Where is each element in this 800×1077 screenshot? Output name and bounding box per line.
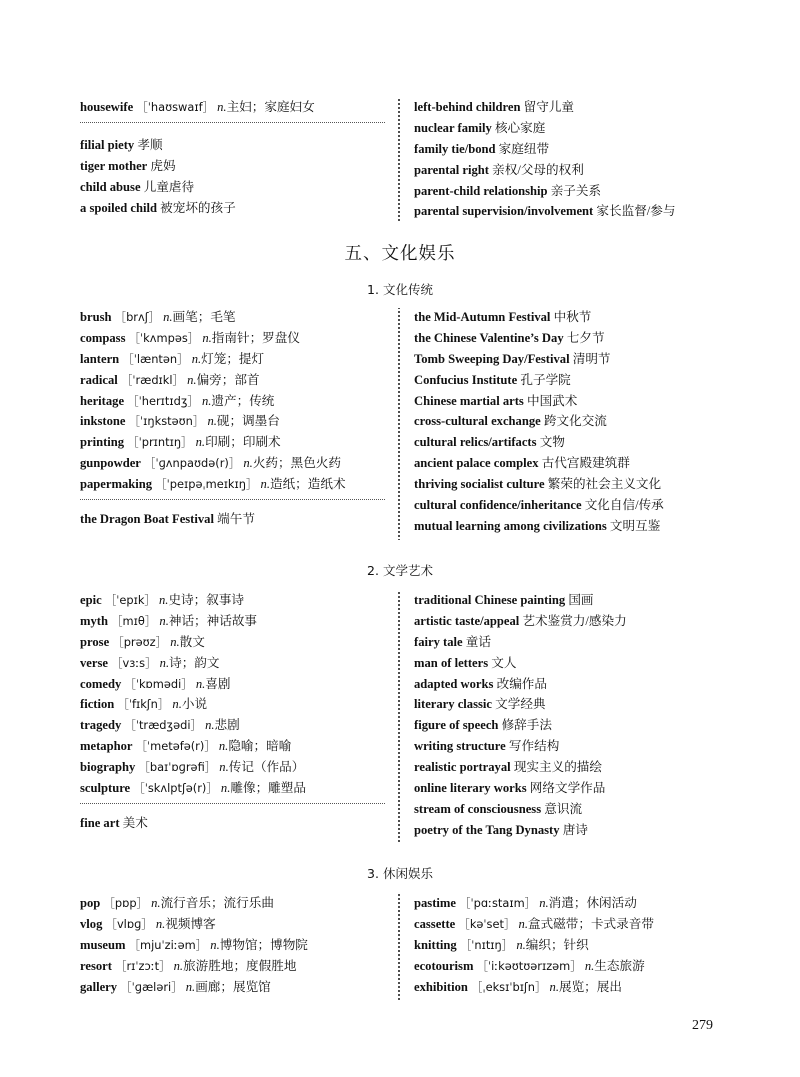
column-divider xyxy=(395,894,403,1000)
phrase-term: adapted works xyxy=(414,676,494,691)
leisure-left-column xyxy=(80,893,385,997)
phrase-meaning: 唐诗 xyxy=(562,822,588,837)
section-title: 五、文化娱乐 xyxy=(344,244,456,264)
vocab-pos: n. xyxy=(210,937,220,952)
phrase-term: parental right xyxy=(414,162,489,177)
phrase-entry xyxy=(414,590,744,611)
vocab-meaning: 雕像；雕塑品 xyxy=(230,781,306,796)
phrase-entry xyxy=(414,370,744,391)
vocab-term: printing xyxy=(80,435,125,450)
phrase-entry xyxy=(414,453,744,474)
culture-left-column xyxy=(80,307,385,530)
vocab-phonetic: ［ˈkɒmədi］ xyxy=(124,676,193,691)
vocab-term: fiction xyxy=(80,697,115,712)
phrase-entry xyxy=(80,813,385,834)
family-right-column xyxy=(414,97,744,222)
column-divider xyxy=(395,308,403,540)
vocab-pos: n. xyxy=(202,330,212,345)
phrase-term: tiger mother xyxy=(80,158,148,173)
vocab-pos: n. xyxy=(549,979,559,994)
phrase-meaning: 家庭纽带 xyxy=(498,141,550,156)
phrase-entry xyxy=(414,799,744,820)
phrase-meaning: 网络文学作品 xyxy=(529,781,606,796)
vocab-entry xyxy=(414,977,744,998)
vocab-term: radical xyxy=(80,372,118,387)
vocab-term: gallery xyxy=(80,979,118,994)
vocab-entry xyxy=(80,328,385,349)
phrase-entry xyxy=(414,411,744,432)
phrase-meaning: 文化自信/传承 xyxy=(584,498,664,513)
phrase-meaning: 核心家庭 xyxy=(494,120,546,135)
vocab-meaning: 遗产；传统 xyxy=(211,393,275,408)
phrase-meaning: 繁荣的社会主义文化 xyxy=(547,477,662,492)
phrase-entry xyxy=(414,181,744,202)
vocab-phonetic: ［ˈprɪntɪŋ］ xyxy=(127,435,193,450)
culture-right-column xyxy=(414,307,744,537)
vocab-term: comedy xyxy=(80,676,122,691)
vocab-term: metaphor xyxy=(80,739,133,754)
vocab-term: verse xyxy=(80,655,108,670)
phrase-meaning: 孝顺 xyxy=(137,137,163,152)
vocab-pos: n. xyxy=(163,310,173,324)
phrase-term: artistic taste/appeal xyxy=(414,613,520,628)
vocab-term: heritage xyxy=(80,393,125,408)
vocab-meaning: 隐喻；暗喻 xyxy=(228,739,292,754)
phrase-term: left-behind children xyxy=(414,100,521,114)
vocab-pos: n. xyxy=(173,958,184,973)
vocab-pos: n. xyxy=(516,937,526,952)
vocab-entry xyxy=(80,694,385,715)
vocab-pos: n. xyxy=(243,456,253,471)
vocab-meaning: 散文 xyxy=(179,634,205,649)
literature-left-column xyxy=(80,590,385,834)
phrase-entry xyxy=(414,349,744,370)
vocab-meaning: 火药；黑色火药 xyxy=(252,456,341,471)
phrase-meaning: 被宠坏的孩子 xyxy=(160,200,236,215)
phrase-entry xyxy=(414,328,744,349)
phrase-entry xyxy=(414,118,744,139)
column-divider xyxy=(395,591,403,843)
vocab-entry xyxy=(80,778,385,799)
vocab-term: papermaking xyxy=(80,477,153,492)
phrase-term: figure of speech xyxy=(414,718,499,733)
phrase-entry xyxy=(414,778,744,799)
vocab-meaning: 展览；展出 xyxy=(558,979,622,994)
vocab-pos: n. xyxy=(187,372,197,387)
vocab-phonetic: ［ˈlæntən］ xyxy=(122,351,189,366)
vocab-pos: n. xyxy=(584,958,595,973)
vocab-pos: n. xyxy=(195,676,206,691)
vocab-pos: n. xyxy=(260,477,270,492)
page-number: 279 xyxy=(692,1018,713,1033)
vocab-entry xyxy=(80,977,385,998)
vocab-meaning: 视频博客 xyxy=(165,916,216,931)
dotted-separator xyxy=(80,499,385,500)
phrase-meaning: 留守儿童 xyxy=(523,100,575,114)
vocab-meaning: 博物馆；博物院 xyxy=(219,937,308,952)
dotted-separator xyxy=(80,122,385,123)
vocab-meaning: 指南针；罗盘仪 xyxy=(211,330,300,345)
vocab-entry xyxy=(414,935,744,956)
phrase-entry xyxy=(414,736,744,757)
vocab-term: tragedy xyxy=(80,718,122,733)
phrase-term: fine art xyxy=(80,815,120,830)
vocab-phonetic: ［ˈpeɪpəˌmeɪkɪŋ］ xyxy=(155,477,258,492)
vocab-meaning: 旅游胜地；度假胜地 xyxy=(183,958,297,973)
phrase-term: poetry of the Tang Dynasty xyxy=(414,822,560,837)
vocab-entry xyxy=(80,893,385,914)
phrase-term: parent-child relationship xyxy=(414,183,548,198)
subsection-title: 3. 休闲娱乐 xyxy=(367,866,433,881)
vocab-meaning: 砚；调墨台 xyxy=(216,414,280,429)
vocab-phonetic: ［kəˈset］ xyxy=(458,916,516,931)
vocab-entry xyxy=(80,757,385,778)
phrase-term: cultural confidence/inheritance xyxy=(414,498,582,513)
phrase-entry xyxy=(80,156,385,177)
vocab-term: prose xyxy=(80,634,110,649)
vocab-pos: n. xyxy=(151,896,161,910)
vocab-phonetic: ［vlɒɡ］ xyxy=(105,916,153,931)
vocab-pos: n. xyxy=(217,100,227,114)
phrase-meaning: 儿童虐待 xyxy=(143,179,195,194)
phrase-term: realistic portrayal xyxy=(414,760,511,775)
phrase-term: man of letters xyxy=(414,655,489,670)
vocab-term: pastime xyxy=(414,896,456,910)
phrase-meaning: 改编作品 xyxy=(496,676,547,691)
vocab-entry xyxy=(80,432,385,453)
vocab-entry xyxy=(414,893,744,914)
vocab-term: pop xyxy=(80,896,101,910)
phrase-term: mutual learning among civilizations xyxy=(414,518,607,533)
phrase-entry xyxy=(414,694,744,715)
vocab-meaning: 偏旁；部首 xyxy=(196,372,260,387)
phrase-term: ancient palace complex xyxy=(414,456,539,471)
phrase-entry xyxy=(414,160,744,181)
vocab-pos: n. xyxy=(159,613,169,628)
phrase-meaning: 文明互鉴 xyxy=(609,518,661,533)
phrase-entry xyxy=(80,198,385,219)
vocab-phonetic: ［ˈkʌmpəs］ xyxy=(128,330,200,345)
vocab-phonetic: ［rɪˈzɔːt］ xyxy=(115,958,171,973)
phrase-entry xyxy=(414,715,744,736)
phrase-meaning: 跨文化交流 xyxy=(543,414,607,429)
phrase-entry xyxy=(414,820,744,841)
vocab-pos: n. xyxy=(195,435,206,450)
vocab-entry xyxy=(80,956,385,977)
vocab-term: biography xyxy=(80,760,136,775)
phrase-entry xyxy=(414,307,744,328)
vocab-meaning: 消遣；休闲活动 xyxy=(548,896,637,910)
vocab-phonetic: ［ˈnɪtɪŋ］ xyxy=(459,937,514,952)
vocab-meaning: 灯笼；提灯 xyxy=(201,351,265,366)
phrase-entry xyxy=(414,139,744,160)
vocab-entry xyxy=(80,653,385,674)
phrase-meaning: 现实主义的描绘 xyxy=(513,760,602,775)
phrase-entry xyxy=(414,97,744,118)
phrase-entry xyxy=(414,201,744,222)
phrase-entry xyxy=(80,135,385,156)
phrase-entry xyxy=(414,632,744,653)
phrase-meaning: 清明节 xyxy=(572,351,611,366)
vocab-phonetic: ［ˈrædɪkl］ xyxy=(120,372,184,387)
phrase-meaning: 国画 xyxy=(568,593,594,607)
vocab-entry xyxy=(80,391,385,412)
phrase-meaning: 童话 xyxy=(465,634,491,649)
vocab-entry xyxy=(80,453,385,474)
phrase-term: cultural relics/artifacts xyxy=(414,435,537,450)
phrase-entry xyxy=(414,432,744,453)
vocab-phonetic: ［ˈɡʌnpaʊdə(r)］ xyxy=(144,456,241,471)
literature-right-column xyxy=(414,590,744,841)
vocab-phonetic: ［ˈherɪtɪdʒ］ xyxy=(127,393,199,408)
vocab-entry xyxy=(80,632,385,653)
vocab-entry xyxy=(414,956,744,977)
vocab-phonetic: ［mɪθ］ xyxy=(111,613,157,628)
phrase-term: the Dragon Boat Festival xyxy=(80,512,214,527)
vocab-pos: n. xyxy=(191,351,202,366)
vocab-phonetic: ［prəʊz］ xyxy=(112,634,168,649)
phrase-term: Confucius Institute xyxy=(414,372,518,387)
vocab-pos: n. xyxy=(172,697,182,712)
phrase-term: the Mid-Autumn Festival xyxy=(414,310,551,324)
vocab-term: housewife xyxy=(80,100,134,114)
phrase-entry xyxy=(414,474,744,495)
vocab-meaning: 史诗；叙事诗 xyxy=(168,593,244,607)
vocab-entry xyxy=(80,349,385,370)
phrase-meaning: 美术 xyxy=(122,815,148,830)
vocab-pos: n. xyxy=(170,634,180,649)
subsection-title: 2. 文学艺术 xyxy=(367,563,433,578)
vocab-entry xyxy=(80,736,385,757)
vocab-term: lantern xyxy=(80,351,120,366)
phrase-meaning: 端午节 xyxy=(217,512,255,527)
phrase-entry xyxy=(414,757,744,778)
vocab-entry xyxy=(80,97,385,118)
phrase-term: fairy tale xyxy=(414,634,463,649)
vocab-phonetic: ［ˈmetəfə(r)］ xyxy=(135,739,216,754)
column-divider xyxy=(395,99,403,221)
phrase-entry xyxy=(80,509,385,530)
phrase-term: literary classic xyxy=(414,697,492,712)
vocab-phonetic: ［ˈɪŋkstəʊn］ xyxy=(128,414,205,429)
vocab-pos: n. xyxy=(220,781,231,796)
vocab-term: epic xyxy=(80,593,102,607)
phrase-term: parental supervision/involvement xyxy=(414,204,594,219)
vocab-phonetic: ［ˈepɪk］ xyxy=(104,593,156,607)
phrase-meaning: 古代宫殿建筑群 xyxy=(541,456,630,471)
vocab-meaning: 编织；针织 xyxy=(525,937,589,952)
phrase-term: stream of consciousness xyxy=(414,801,542,816)
vocab-entry xyxy=(80,914,385,935)
dotted-separator xyxy=(80,803,385,804)
vocab-phonetic: ［baɪˈɒɡrəfi］ xyxy=(138,760,217,775)
subsection-title: 1. 文化传统 xyxy=(367,282,433,297)
vocab-term: gunpowder xyxy=(80,456,141,471)
vocab-pos: n. xyxy=(518,916,528,931)
vocab-term: compass xyxy=(80,330,126,345)
vocab-pos: n. xyxy=(158,593,169,607)
vocab-entry xyxy=(80,411,385,432)
vocab-term: myth xyxy=(80,613,108,628)
phrase-term: the Chinese Valentine’s Day xyxy=(414,330,564,345)
phrase-meaning: 文物 xyxy=(539,435,565,450)
vocab-meaning: 喜剧 xyxy=(205,676,231,691)
vocab-pos: n. xyxy=(155,916,166,931)
vocab-term: ecotourism xyxy=(414,958,474,973)
phrase-meaning: 中国武术 xyxy=(526,393,578,408)
phrase-term: a spoiled child xyxy=(80,200,157,215)
phrase-term: writing structure xyxy=(414,739,506,754)
vocab-meaning: 主妇；家庭妇女 xyxy=(226,100,315,114)
phrase-term: online literary works xyxy=(414,781,527,796)
phrase-meaning: 文学经典 xyxy=(495,697,546,712)
vocab-term: sculpture xyxy=(80,781,131,796)
phrase-meaning: 亲权/父母的权利 xyxy=(492,162,584,177)
vocab-pos: n. xyxy=(218,739,229,754)
phrase-term: thriving socialist culture xyxy=(414,477,545,492)
vocab-phonetic: ［vɜːs］ xyxy=(111,655,157,670)
phrase-meaning: 亲子关系 xyxy=(550,183,602,198)
vocab-term: vlog xyxy=(80,916,103,931)
leisure-right-column xyxy=(414,893,744,997)
vocab-pos: n. xyxy=(159,655,170,670)
vocab-meaning: 盒式磁带；卡式录音带 xyxy=(527,916,654,931)
phrase-entry xyxy=(414,391,744,412)
phrase-entry xyxy=(414,495,744,516)
family-left-column xyxy=(80,97,385,218)
vocab-meaning: 诗；韵文 xyxy=(169,655,220,670)
phrase-meaning: 家长监督/参与 xyxy=(596,204,676,219)
vocab-entry xyxy=(80,674,385,695)
vocab-phonetic: ［ˈpɑːstaɪm］ xyxy=(459,896,537,910)
vocab-phonetic: ［ˈfɪkʃn］ xyxy=(117,697,170,712)
vocab-pos: n. xyxy=(201,393,212,408)
vocab-phonetic: ［ˈtrædʒədi］ xyxy=(124,718,202,733)
vocab-entry xyxy=(80,474,385,495)
vocab-meaning: 印刷；印刷术 xyxy=(205,435,281,450)
phrase-entry xyxy=(80,177,385,198)
phrase-entry xyxy=(414,611,744,632)
vocab-term: cassette xyxy=(414,916,456,931)
phrase-term: family tie/bond xyxy=(414,141,496,156)
phrase-meaning: 艺术鉴赏力/感染力 xyxy=(522,613,627,628)
phrase-meaning: 中秋节 xyxy=(553,310,592,324)
vocab-phonetic: ［ˈɡæləri］ xyxy=(120,979,183,994)
vocab-meaning: 小说 xyxy=(181,697,208,712)
vocab-term: resort xyxy=(80,958,112,973)
phrase-term: cross-cultural exchange xyxy=(414,414,541,429)
vocab-entry xyxy=(414,914,744,935)
vocab-pos: n. xyxy=(219,760,229,775)
vocab-entry xyxy=(80,611,385,632)
vocab-meaning: 画廊；展览馆 xyxy=(195,979,271,994)
vocab-pos: n. xyxy=(539,896,549,910)
phrase-meaning: 七夕节 xyxy=(566,330,605,345)
phrase-entry xyxy=(414,674,744,695)
vocab-pos: n. xyxy=(205,718,215,733)
vocab-phonetic: ［ˈhaʊswaɪf］ xyxy=(136,100,214,114)
vocab-term: inkstone xyxy=(80,414,126,429)
phrase-term: Chinese martial arts xyxy=(414,393,524,408)
vocab-meaning: 悲剧 xyxy=(214,718,240,733)
vocab-term: exhibition xyxy=(414,979,468,994)
vocab-pos: n. xyxy=(207,414,217,429)
phrase-term: child abuse xyxy=(80,179,141,194)
phrase-meaning: 修辞手法 xyxy=(501,718,552,733)
phrase-term: filial piety xyxy=(80,137,135,152)
vocab-term: brush xyxy=(80,310,112,324)
vocab-meaning: 造纸；造纸术 xyxy=(269,477,346,492)
phrase-entry xyxy=(414,653,744,674)
vocab-phonetic: ［ˈskʌlptʃə(r)］ xyxy=(133,781,218,796)
vocab-entry xyxy=(80,590,385,611)
vocab-meaning: 生态旅游 xyxy=(594,958,645,973)
vocab-term: museum xyxy=(80,937,126,952)
vocab-pos: n. xyxy=(185,979,196,994)
phrase-meaning: 意识流 xyxy=(544,801,583,816)
phrase-meaning: 孔子学院 xyxy=(520,372,571,387)
vocab-phonetic: ［brʌʃ］ xyxy=(114,310,160,324)
vocab-meaning: 神话；神话故事 xyxy=(168,613,258,628)
vocab-phonetic: ［ˌeksɪˈbɪʃn］ xyxy=(471,979,547,994)
vocab-phonetic: ［mjuˈziːəm］ xyxy=(128,937,208,952)
phrase-term: traditional Chinese painting xyxy=(414,593,566,607)
phrase-meaning: 写作结构 xyxy=(508,739,560,754)
vocab-entry xyxy=(80,370,385,391)
vocab-term: knitting xyxy=(414,937,457,952)
phrase-term: Tomb Sweeping Day/Festival xyxy=(414,351,570,366)
phrase-term: nuclear family xyxy=(414,120,492,135)
phrase-meaning: 虎妈 xyxy=(150,158,176,173)
vocab-meaning: 画笔；毛笔 xyxy=(172,310,236,324)
vocab-entry xyxy=(80,935,385,956)
phrase-entry xyxy=(414,516,744,537)
vocab-entry xyxy=(80,307,385,328)
vocab-meaning: 传记（作品） xyxy=(228,760,305,775)
vocab-entry xyxy=(80,715,385,736)
vocab-phonetic: ［pɒp］ xyxy=(103,896,148,910)
vocab-phonetic: ［ˈiːkəʊtʊərɪzəm］ xyxy=(476,958,582,973)
phrase-meaning: 文人 xyxy=(491,655,517,670)
vocab-meaning: 流行音乐；流行乐曲 xyxy=(160,896,274,910)
